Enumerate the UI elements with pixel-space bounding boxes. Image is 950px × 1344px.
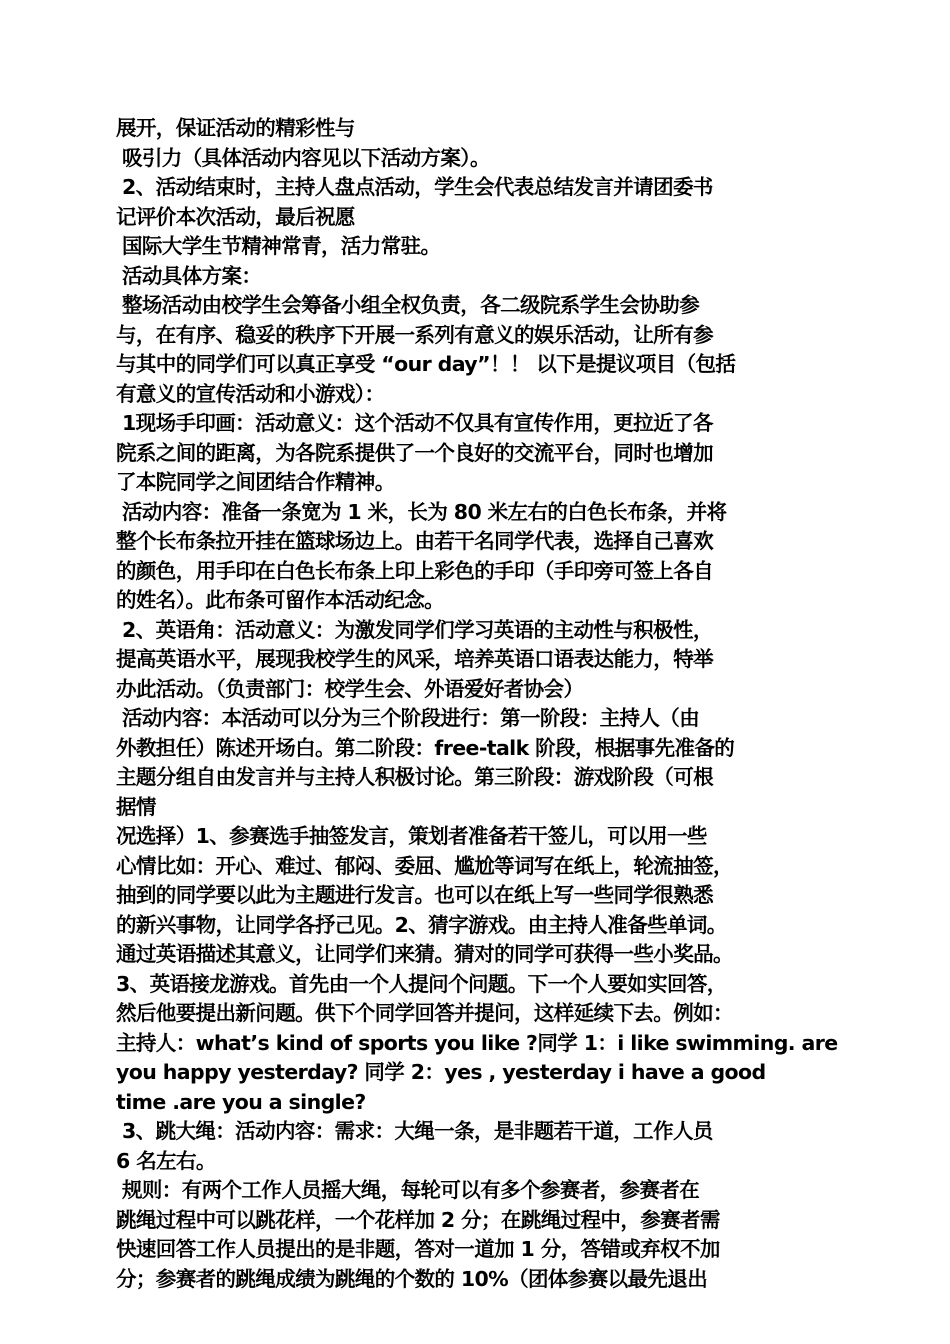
text-line: 据情 — [116, 794, 156, 819]
text-line: 分；参赛者的跳绳成绩为跳绳的个数的 10%（团体参赛以最先退出 — [116, 1266, 708, 1291]
text-line: 2、活动结束时，主持人盘点活动，学生会代表总结发言并请团委书 — [122, 175, 713, 199]
text-line: 有意义的宣传活动和小游戏）： — [116, 381, 385, 406]
text-line: 主持人：what’s kind of sports you like ?同学 1：i like swimming. are — [116, 1030, 838, 1055]
text-line: 跳绳过程中可以跳花样，一个花样加 2 分；在跳绳过程中，参赛者需 — [116, 1207, 720, 1232]
text-line: 记评价本次活动，最后祝愿 — [116, 204, 355, 229]
text-line: 然后他要提出新问题。供下个同学回答并提问，这样延续下去。例如： — [116, 1001, 733, 1025]
text-line: 抽到的同学要以此为主题进行发言。也可以在纸上写一些同学很熟悉 — [116, 883, 713, 907]
document-body — [116, 114, 838, 1294]
text-line: 了本院同学之间团结合作精神。 — [116, 470, 395, 494]
text-line: 2、英语角：活动意义：为激发同学们学习英语的主动性与积极性， — [122, 617, 713, 642]
text-line: 的姓名）。此布条可留作本活动纪念。 — [116, 588, 445, 612]
text-line: 外教担任）陈述开场白。第二阶段：free-talk 阶段，根据事先准备的 — [116, 735, 735, 760]
text-line: 活动具体方案： — [122, 263, 262, 288]
text-line: 国际大学生节精神常青，活力常驻。 — [122, 234, 441, 258]
text-line: 3、跳大绳：活动内容：需求：大绳一条，是非题若干道，工作人员 — [122, 1119, 713, 1143]
text-line: 与其中的同学们可以真正享受 “our day”！！ 以下是提议项目（包括 — [116, 352, 736, 376]
text-line: 的新兴事物，让同学各抒己见。2、猜字游戏。由主持人准备些单词。 — [116, 912, 727, 937]
text-line: 提高英语水平，展现我校学生的风采，培养英语口语表达能力，特举 — [116, 647, 713, 671]
text-line: 办此活动。（负责部门：校学生会、外语爱好者协会） — [116, 676, 584, 701]
text-line: 活动内容：本活动可以分为三个阶段进行：第一阶段：主持人（由 — [122, 706, 700, 730]
text-line: 通过英语描述其意义，让同学们来猜。猜对的同学可获得一些小奖品。 — [116, 942, 733, 966]
text-line: 6 名左右。 — [116, 1148, 216, 1173]
text-line: 活动内容：准备一条宽为 1 米，长为 80 米左右的白色长布条，并将 — [122, 499, 727, 524]
text-line: 整个长布条拉开挂在篮球场边上。由若干名同学代表，选择自己喜欢 — [116, 529, 713, 553]
text-line: 快速回答工作人员提出的是非题，答对一道加 1 分，答错或弃权不加 — [116, 1237, 720, 1261]
text-line: 院系之间的距离，为各院系提供了一个良好的交流平台，同时也增加 — [116, 440, 713, 465]
text-line: 主题分组自由发言并与主持人积极讨论。第三阶段：游戏阶段（可根 — [116, 765, 713, 789]
text-line: you happy yesterday? 同学 2：yes , yesterday i have a good — [116, 1060, 766, 1084]
text-line: 与，在有序、稳妥的秩序下开展一系列有意义的娱乐活动，让所有参 — [116, 322, 713, 347]
text-line: 的颜色，用手印在白色长布条上印上彩色的手印（手印旁可签上各自 — [116, 558, 713, 583]
text-line: 整场活动由校学生会筹备小组全权负责，各二级院系学生会协助参 — [122, 293, 700, 317]
text-line: 1现场手印画：活动意义：这个活动不仅具有宣传作用，更拉近了各 — [122, 411, 713, 435]
text-line: time .are you a single? — [116, 1089, 366, 1114]
text-line: 心情比如：开心、难过、郁闷、委屈、尴尬等词写在纸上，轮流抽签， — [116, 853, 733, 878]
text-line: 3、英语接龙游戏。首先由一个人提问个问题。下一个人要如实回答， — [116, 971, 727, 996]
text-line: 展开，保证活动的精彩性与 — [116, 116, 355, 140]
text-line: 吸引力（具体活动内容见以下活动方案）。 — [122, 145, 490, 170]
text-line: 规则：有两个工作人员摇大绳，每轮可以有多个参赛者，参赛者在 — [122, 1178, 700, 1202]
text-line: 况选择）1、参赛选手抽签发言，策划者准备若干签儿，可以用一些 — [116, 824, 707, 848]
